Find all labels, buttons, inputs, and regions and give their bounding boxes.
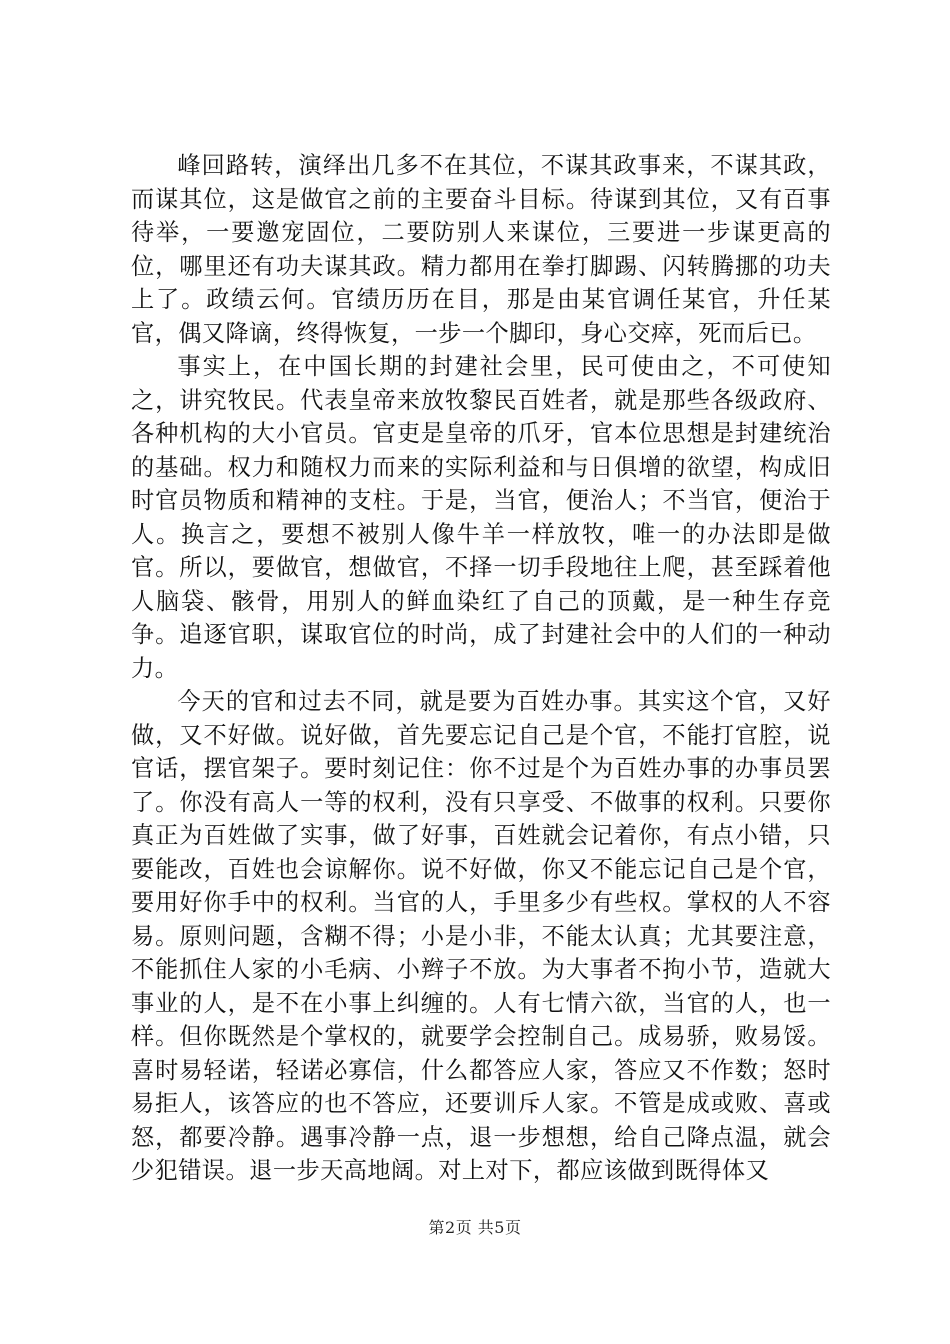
page-number: 第2页 共5页 [428, 1218, 522, 1237]
page-footer [0, 1215, 950, 1238]
paragraph-2: 事实上，在中国长期的封建社会里，民可使由之，不可使知之，讲究牧民。代表皇帝来放牧黎民百姓者，就是那些各级政府、各种机构的大小官员。官吏是皇帝的爪牙，官本位思想是封建统治的基础。权力和随权力而来的实际利益和与日俱增的欲望，构成旧时官员物质和精神的支柱。于是，当官，便治人；不当官，便治于人。换言之，要想不被别人像牛羊一样放牧，唯一的办法即是做官。所以，要做官，想做官，不择一切手段地往上爬，甚至踩着他人脑袋、骸骨，用别人的鲜血染红了自己的顶戴，是一种生存竞争。追逐官职，谋取官位的时尚，成了封建社会中的人们的一种动力。 [131, 353, 831, 682]
paragraph-3: 今天的官和过去不同，就是要为百姓办事。其实这个官，又好做，又不好做。说好做，首先要忘记自己是个官，不能打官腔，说官话，摆官架子。要时刻记住：你不过是个为百姓办事的办事员罢了。你没有高人一等的权利，没有只享受、不做事的权利。只要你真正为百姓做了实事，做了好事，百姓就会记着你，有点小错，只要能改，百姓也会谅解你。说不好做，你又不能忘记自己是个官，要用好你手中的权利。当官的人，手里多少有些权。掌权的人不容易。原则问题，含糊不得；小是小非，不能太认真；尤其要注意，不能抓住人家的小毛病、小辫子不放。为大事者不拘小节，造就大事业的人，是不在小事上纠缠的。人有七情六欲，当官的人，也一样。但你既然是个掌权的，就要学会控制自己。成易骄，败易馁。喜时易轻诺，轻诺必寡信，什么都答应人家，答应又不作数；怒时易拒人，该答应的也不答应，还要训斥人家。不管是成或败、喜或怒，都要冷静。遇事冷静一点，退一步想想，给自己降点温，就会少犯错误。退一步天高地阔。对上对下，都应该做到既得体又 [131, 688, 831, 1184]
document-body [131, 149, 831, 1188]
paragraph-1: 峰回路转，演绎出几多不在其位，不谋其政事来，不谋其政，而谋其位，这是做官之前的主要奋斗目标。待谋到其位，又有百事待举，一要邀宠固位，二要防别人来谋位，三要进一步谋更高的位，哪里还有功夫谋其政。精力都用在拳打脚踢、闪转腾挪的功夫上了。政绩云何。官绩历历在目，那是由某官调任某官，升任某官，偶又降谪，终得恢复，一步一个脚印，身心交瘁，死而后已。 [131, 152, 831, 347]
